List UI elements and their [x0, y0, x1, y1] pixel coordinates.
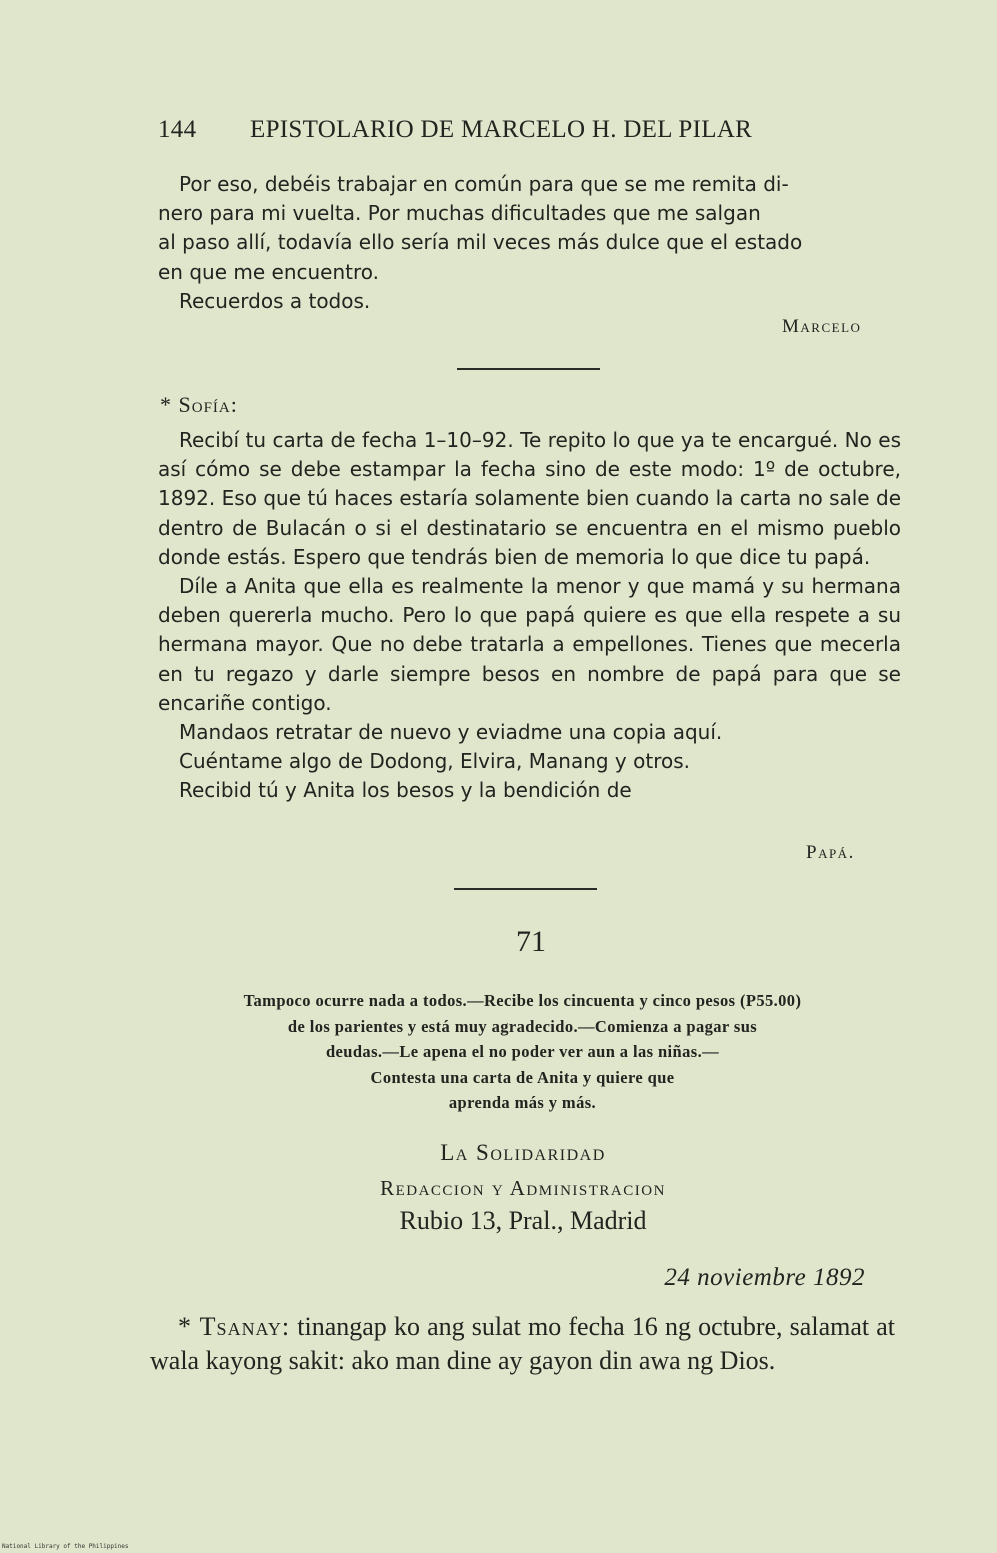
summary-line: aprenda más y más.: [448, 1093, 597, 1112]
library-watermark-note: National Library of the Philippines: [2, 1543, 129, 1550]
letter-end-body: [158, 170, 901, 316]
section-divider: [457, 368, 600, 370]
tagalog-letter-body: [150, 1310, 895, 1378]
running-header: [158, 116, 818, 144]
letter-end-paragraph-2: Recuerdos a todos.: [179, 288, 371, 313]
salutation-sofia: * Sofía:: [160, 392, 238, 417]
sofia-paragraph: Cuéntame algo de Dodong, Elvira, Manang y otros.: [179, 749, 690, 774]
letter-number: 71: [516, 925, 546, 958]
letterhead-subtitle: Redaccion y Administracion: [380, 1176, 666, 1200]
line: en que me encuentro.: [158, 259, 380, 284]
sofia-paragraph: Recibí tu carta de fecha 1–10–92. Te repito lo que ya te encargué. No es así cómo se debe estampar la fecha sino de este modo: 1º de octubre, 1892. Eso que tú haces estaría solamente bien cuando la carta no sale de dentro de Bulacán o si el destinatario se encuentra en el mismo pueblo donde estás. Espero que tendrás bien de memoria lo que dice tu papá.: [158, 428, 901, 569]
running-title: EPISTOLARIO DE MARCELO H. DEL PILAR: [250, 116, 753, 143]
letter-summary: [150, 988, 895, 1116]
sofia-paragraph: Díle a Anita que ella es realmente la menor y que mamá y su hermana deben quererla mucho. Pero lo que papá quiere es que ella respete a su hermana mayor. Que no debe tratarla a empellones. Tienes que mecerla en tu regazo y darle siempre besos en nombre de papá para que se encariñe contigo.: [158, 574, 901, 715]
line: nero para mi vuelta. Por muchas dificultades que me salgan: [158, 201, 761, 226]
tagalog-paragraph: [150, 1310, 895, 1378]
summary-line: Contesta una carta de Anita y quiere que: [370, 1067, 675, 1087]
signature-papa: Papá.: [806, 842, 855, 863]
line: Por eso, debéis trabajar en común para que se me remita di-: [179, 172, 789, 196]
signature-marcelo: Marcelo: [782, 316, 862, 337]
section-divider: [454, 888, 597, 890]
sofia-letter-body: [158, 426, 901, 806]
letter-date: 24 noviembre 1892: [664, 1264, 865, 1291]
line: al paso allí, todavía ello sería mil veces más dulce que el estado: [158, 230, 803, 255]
letterhead-title: La Solidaridad: [440, 1140, 606, 1165]
summary-line: Tampoco ocurre nada a todos.—Recibe los cincuenta y cinco pesos (P55.00): [243, 991, 802, 1010]
letterhead-address: Rubio 13, Pral., Madrid: [399, 1206, 647, 1235]
summary-line: deudas.—Le apena el no poder ver aun a las niñas.—: [325, 1042, 719, 1061]
salutation-tsanay: * Tsanay:: [178, 1312, 291, 1341]
sofia-paragraph: Mandaos retratar de nuevo y eviadme una copia aquí.: [179, 720, 723, 745]
page-number: 144: [158, 116, 197, 143]
summary-line: de los parientes y está muy agradecido.—Comienza a pagar sus: [287, 1016, 758, 1036]
tagalog-opening-text: tinangap ko ang sulat mo fecha 16 ng octubre, salamat at wala kayong sakit: ako man dine ay gayon din awa ng Dios.: [150, 1312, 895, 1375]
sofia-paragraph: Recibid tú y Anita los besos y la bendición de: [179, 778, 632, 803]
letter-end-paragraph-1: [158, 170, 901, 287]
